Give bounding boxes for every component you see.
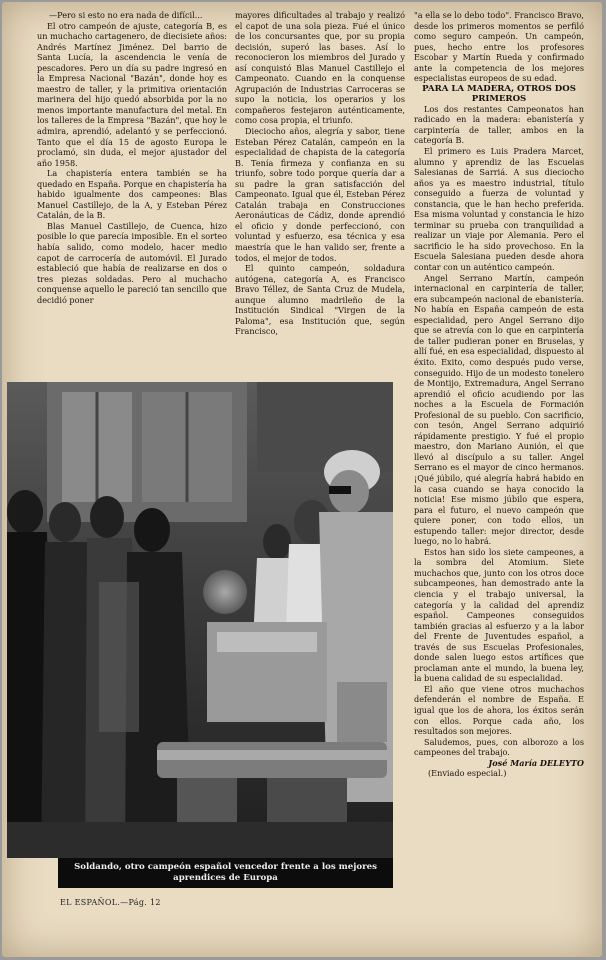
article-column-3 (414, 10, 584, 905)
paragraph: Dieciocho años, alegría y sabor, tiene Esteban Pérez Catalán, campeón en la especialidad de chapista de la categoría B. Tenía firmeza y confianza en su triunfo, sobre todo porque quería dar a su padre la gran satisfacción del Campeonato. Igual que él, Esteban Pérez Catalán trabaja en Construcciones Aeronáuticas de Cádiz, donde aprendió el oficio y donde perfeccionó, con voluntad y esfuerzo, esa técnica y esa maestría que le han valido ser, frente a todos, el mejor de todos. (235, 126, 405, 263)
newspaper-page (2, 2, 602, 957)
paragraph: El primero es Luis Pradera Marcet, alumno y aprendiz de las Escuelas Salesianas de Sarriá. A sus dieciocho años ya es maestro industrial, título conseguido a fuerza de voluntad y constancia, que le han hecho preferida. Esa misma voluntad y constancia le hizo terminar su prueba con tranquilidad a realizar un viaje por Alemania. Pero el sacrificio le ha sido provechoso. En la Escuela Salesiana pueden desde ahora contar con un auténtico campeón. (414, 146, 584, 273)
page-footer: EL ESPAÑOL.—Pág. 12 (60, 898, 161, 907)
article-column-1 (37, 10, 227, 382)
paragraph: "a ella se lo debo todo". Francisco Bravo, desde los primeros momentos se perfiló como seguro campeón. Un campeón, pues, hecho entre los profesores Escobar y Martín Rueda y confirmado ante la competencia de los mejores especialistas europeos de su edad. (414, 10, 584, 84)
section-heading: PARA LA MADERA, OTROS DOS PRIMEROS (422, 83, 576, 104)
paragraph: La chapistería entera también se ha quedado en España. Porque en chapistería ha habido igualmente dos campeones: Blas Manuel Castillejo, de la A, y Esteban Pérez Catalán, de la B. (37, 168, 227, 221)
author-signature: José María DELEYTO (488, 757, 584, 768)
article-column-2 (235, 10, 405, 382)
paragraph: —Pero si esto no era nada de difícil... (49, 10, 203, 20)
paragraph: Blas Manuel Castillejo, de Cuenca, hizo posible lo que parecía imposible. En el sorteo había salido, como modelo, hacer medio capot de carrocería de automóvil. El Jurado estableció que había de realizarse en dos o tres piezas soldadas. Pero al muchacho conquense aquello le pareció tan sencillo que decidió poner (37, 220, 227, 305)
paragraph: El año que viene otros muchachos defenderán el nombre de España. E igual que los de ahora, los éxitos serán con ellos. Porque cada año, los resultados son mejores. (414, 683, 584, 737)
photo-caption: Soldando, otro campeón español vencedor frente a los mejores aprendices de Europa (58, 858, 393, 888)
news-photo (7, 382, 393, 858)
paragraph: El quinto campeón, soldadura autógena, categoría A, es Francisco Bravo Téllez, de Santa Cruz de Mudela, aunque alumno madrileño de la Institución Sindical "Virgen de la Paloma", esa Institución que, según Francisco, (235, 263, 405, 337)
paragraph: Estos han sido los siete campeones, a la sombra del Atomium. Siete muchachos que, junto con los otros doce subcampeones, han demostrado ante la ciencia y el trabajo universal, la categoría y la calidad del aprendiz español. Campeones conseguidos también gracias al esfuerzo y a la labor del Frente de Juventudes español, a través de sus Escuelas Profesionales, donde salen luego estos artífices que proclaman ante el mundo, la buena ley, la buena calidad de su especialidad. (414, 546, 584, 684)
welding-scene-image (7, 382, 393, 858)
paragraph: El otro campeón de ajuste, categoría B, es un muchacho cartagenero, de diecisiete años: Andrés Martínez Jiménez. Del barrio de Santa Lucía, la ascendencia le venía de pescadores. Pero un día su padre ingresó en la Empresa Nacional "Bazán", donde hoy es maestro de taller, y la primitiva orientación marinera del hijo quedó absorbida por la no menos importante manufactura del metal. En los talleres de la Empresa "Bazán", que hoy le admira, aprendió, adelantó y se perfeccionó. Tanto que el día 15 de agosto Europa le proclamó, sin duda, el mejor ajustador del año 1958. (37, 20, 227, 168)
author-note: (Enviado especial.) (428, 768, 507, 779)
paragraph: Angel Serrano Martín, campeón internacional en carpintería de taller, era subcampeón nacional de ebanistería. No había en España campeón de esta especialidad, pero Angel Serrano dijo que se atrevía con lo que en carpintería de taller pudieran poner en Bruselas, y allí fué, en esa especialidad, dispuesto al éxito. Exito, como después pudo verse, conseguido. Hijo de un modesto tonelero de Montijo, Extremadura, Angel Serrano aprendió el oficio acudiendo por las noches a la Escuela de Formación Profesional de su pueblo. Con sacrificio, con tesón, Angel Serrano adquirió rápidamente prestigio. Y fué el propio maestro, don Mariano Aunión, el que llevó al discípulo a su taller. Angel Serrano es el mayor de cinco hermanos. ¡Qué júbilo, qué alegría habrá habido en la casa cuando se haya conocido la noticia! Ese mismo júbilo que espera, para el futuro, el nuevo campeón que quiere poner, con todo ellos, un estupendo taller: mejor director, desde luego, no lo habrá. (414, 272, 584, 547)
paragraph: mayores dificultades al trabajo y realizó el capot de una sola pieza. Fué el único de los concursantes que, por su propia decisión, superó las bases. Así lo reconocieron los miembros del Jurado y así conquistó Blas Manuel Castillejo el Campeonato. Cuando en la conquense Agrupación de Industrias Carroceras se supo la noticia, los operarios y los compañeros festejaron auténticamente, como cosa propia, el triunfo. (235, 10, 405, 126)
paragraph: Los dos restantes Campeonatos han radicado en la madera: ebanistería y carpintería de taller, ambos en la categoría B. (414, 103, 584, 146)
paragraph: Saludemos, pues, con alborozo a los campeones del trabajo. (414, 736, 584, 758)
